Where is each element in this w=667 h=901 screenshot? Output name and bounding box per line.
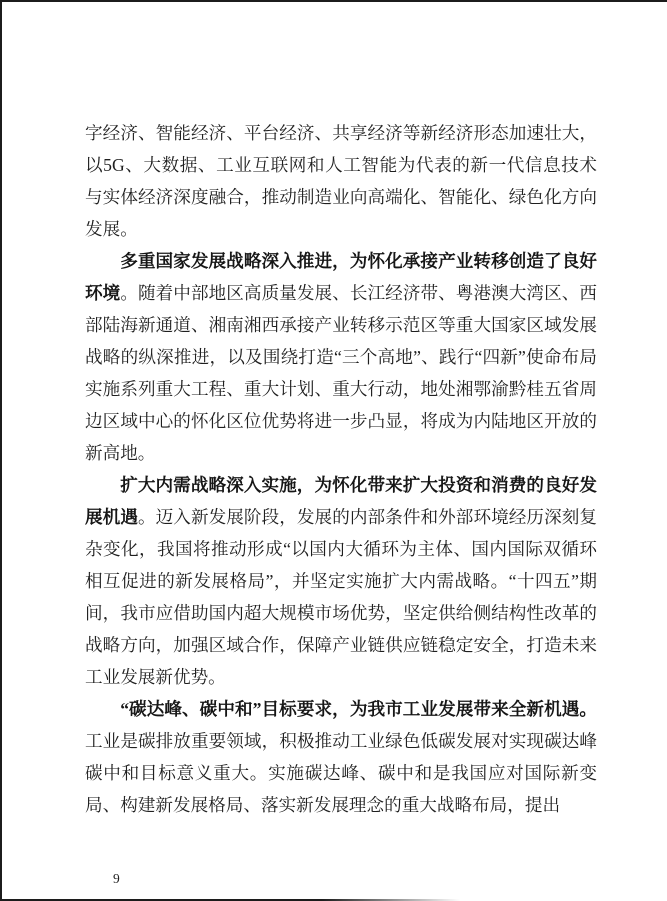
paragraph-body: 工业是碳排放重要领域，积极推动工业绿色低碳发展对实现碳达峰碳中和目标意义重大。实施碳达峰、碳中和是我国应对国际新变局、构建新发展格局、落实新发展理念的重大战略布局，提出: [85, 731, 597, 815]
paragraph-continuation: [85, 117, 597, 245]
paragraph-lead-bold: “碳达峰、碳中和”目标要求，为我市工业发展带来全新机遇。: [120, 699, 597, 719]
paragraph-body: 。随着中部地区高质量发展、长江经济带、粤港澳大湾区、西部陆海新通道、湘南湘西承接产业转移示范区等重大国家区域发展战略的纵深推进，以及围绕打造“三个高地”、践行“四新”使命布局实施系列重大工程、重大计划、重大行动，地处湘鄂渝黔桂五省周边区域中心的怀化区位优势将进一步凸显，将成为内陆地区开放的新高地。: [85, 283, 597, 463]
scan-edge-top: [0, 0, 667, 2]
paragraph-domestic-demand: [85, 469, 597, 693]
paragraph-carbon-goals: [85, 693, 597, 821]
scan-edge-left: [0, 0, 2, 901]
paragraph-body: 字经济、智能经济、平台经济、共享经济等新经济形态加速壮大，以5G、大数据、工业互联网和人工智能为代表的新一代信息技术与实体经济深度融合，推动制造业向高端化、智能化、绿色化方向发展。: [85, 123, 597, 239]
paragraph-body: 。迈入新发展阶段，发展的内部条件和外部环境经历深刻复杂变化，我国将推动形成“以国内大循环为主体、国内国际双循环相互促进的新发展格局”，并坚定实施扩大内需战略。“十四五”期间，我市应借助国内超大规模市场优势，坚定供给侧结构性改革的战略方向，加强区域合作，保障产业链供应链稳定安全，打造未来工业发展新优势。: [85, 507, 597, 687]
paragraph-national-strategies: [85, 245, 597, 469]
paragraph-lead-bold: 多重国家发展战略深入推进，为怀化承接产业转移创造了良好环境: [85, 251, 597, 303]
page-number: 9: [113, 871, 120, 886]
paragraph-lead-bold: 扩大内需战略深入实施，为怀化带来扩大投资和消费的良好发展机遇: [85, 475, 597, 527]
body-text: [85, 117, 597, 821]
